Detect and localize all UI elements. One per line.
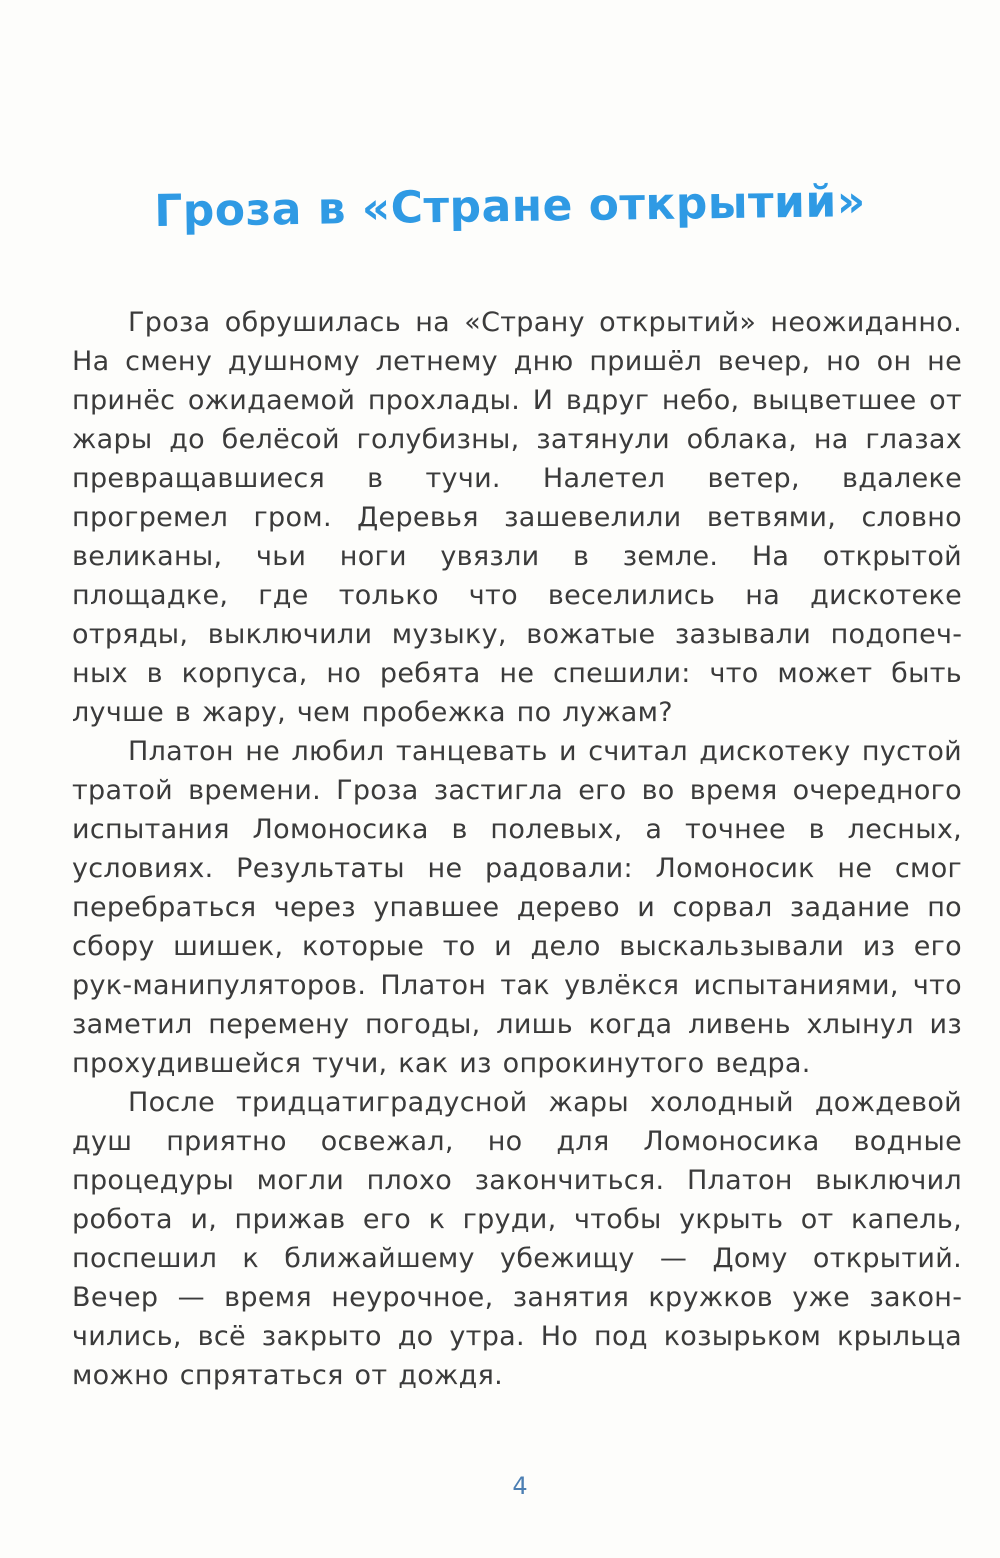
paragraph-2: Платон не любил танцевать и считал дискотеку пустой тратой времени. Гроза застигла его во время очередного испытания Ломоносика в полевых, а точнее в лесных, условиях. Результаты не радовали: Ломоносик не смог перебраться через упавшее дерево и сорвал задание по сбору шишек, которые то и дело выскальзывали из его рук-манипуляторов. Платон так увлёкся испытаниями, что заметил перемену погоды, лишь когда ливень хлынул из прохудившейся тучи, как из опрокинутого ведра.	[72, 736, 962, 1079]
paragraph-1: Гроза обрушилась на «Страну открытий» неожиданно. На смену душному летнему дню пришёл вечер, но он не принёс ожидаемой прохлады. И вдруг небо, выцветшее от жары до белёсой голубизны, затянули облака, на глазах превращавшиеся в тучи. Налетел ветер, вдалеке прогремел гром. Деревья зашевелили ветвями, словно великаны, чьи ноги увязли в земле. На открытой площадке, где только что веселились на дискотеке отряды, выключили музыку, вожатые зазывали подопечных в корпуса, но ребята не спешили: что может быть лучше в жару, чем пробежка по лужам?	[72, 307, 962, 728]
paragraph-3: После тридцатиградусной жары холодный дождевой душ приятно освежал, но для Ломоносика водные процедуры могли плохо закончиться. Платон выключил робота и, прижав его к груди, чтобы укрыть от капель, поспешил к ближайшему убежищу — Дому открытий. Вечер — время неурочное, занятия кружков уже закончились, всё закрыто до утра. Но под козырьком крыльца можно спрятаться от дождя.	[72, 1087, 962, 1391]
chapter-title: Гроза в «Стране открытий»	[153, 176, 867, 237]
page-number: 4	[512, 1472, 528, 1500]
body-text	[72, 303, 962, 1395]
